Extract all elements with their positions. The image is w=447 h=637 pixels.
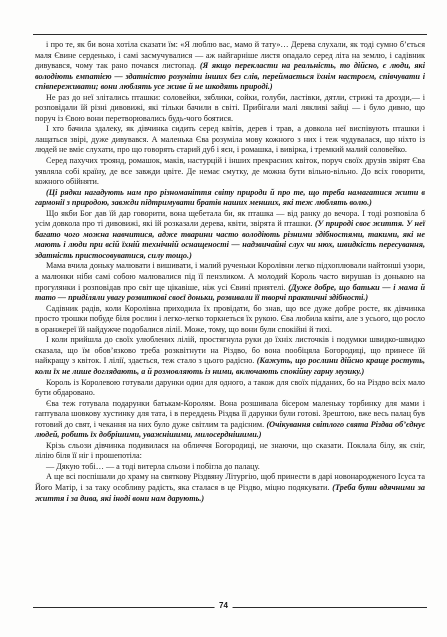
top-rule <box>33 34 427 35</box>
paragraph <box>35 335 425 377</box>
story-text: А ще всі поспішали до храму на святкову Різдвяну Літургію, щоб принести в дарі новонародженого Ісуса та Його Матір, і за таку особливу радість, яка сталася в це Різдво, міцно подякувати. <box>35 472 425 492</box>
story-text: Серед пахучих троянд, ромашок, маків, настурцій і інших прекрасних квіток, поруч своїх друзів звірят Єва уявляла собі країну, де все завжди цвіте. Де немає смутку, де можна бути вільно-вільно. До всіх говорити, кожного обійняти. <box>35 156 425 187</box>
paragraph <box>35 188 425 209</box>
story-text: Не раз до неї злітались пташки: соловейки, зяблики, сойки, голуби, ластівки, дятли, стрижі та дрозди,— і розповідали їй різні дивовижі, які тільки бачили в світі. Прибігали малі лякливі зайці — і було дивно, що поруч із Євою вони перетворювались будь-чого боятися. <box>35 92 425 123</box>
story-text: Що якби Бог дав їй дар говорити, вона щебетала би, як пташка — від ранку до вечора. І тоді розповіла б усім довкола про ті дивовижі, які їй розказали дерева, квіти, звірята й пташки. <box>35 208 425 229</box>
paragraph <box>35 462 425 473</box>
commentary-text: (У природі своє життя. У неї багато чого можна навчитися, адже тварини часто володіють різними здібностями, такими, які не мають і люди при всій їхній технічній оснащеності — надзвичайні слух чи нюх, швидкість пересування, здатність пристосовуватися, силу тощо.) <box>35 219 425 260</box>
story-text: Король із Королевою готували дарунки один для одного, а також для своїх підданих, бо на Різдво всіх мало бути обдаровано. <box>35 377 425 398</box>
page-number: 74 <box>214 601 233 610</box>
page-body <box>35 40 425 504</box>
paragraph <box>35 378 425 399</box>
paragraph <box>35 472 425 504</box>
paragraph <box>35 399 425 441</box>
paragraph <box>35 261 425 303</box>
story-text: Садівник радів, коли Королівна приходила їх провідати, бо знав, що все дуже добре росте, як дівчинка просто трошки побуде біля рослин і легко-легко торкнеться їх рукою. Єва любила квіти, але з усього, що росло в оранжереї їй найдужче подобалися лілії. Може, тому, що вони були спокійні й тихі. <box>35 303 425 334</box>
story-text: Крізь сльози дівчинка подивилася на обличчя Богородиці, не знаючи, що сказати. Поклала білу, як сніг, лілію біля її ніг і прошепотіла: <box>35 440 425 461</box>
commentary-text: (Я якщо перекласти на реальність, то дійсно, є люди, які володіють емпатією — здатністю розуміти інших без слів, переймається їхнім настроєм, співчувати і співпереживати; вони люблять усе живе й не шкодять природі.) <box>35 61 425 92</box>
commentary-text: (Треба бути вдячними за життя і за дива, які іноді вони нам дарують.) <box>35 482 425 503</box>
story-text: — Дякую тобі… — а тоді витерла сльози і побігла до палацу. <box>46 461 260 471</box>
story-text: І коли прийшла до своїх улюблених лілій, простягнула руки до їхніх листочків і подумки швидко-швидко сказала, що їм обов’язково треба розквітнути на Різдво, бо вона пообіцяла Богородиці, що принесе їй найкращу з квіток. І лілії, здається, теж стало з цього радісно. <box>35 335 425 366</box>
commentary-text: (Ці рядки нагадують нам про різноманіття світу природи й про те, що треба намагатися жити в гармонії з природою, завжди підтримувати братів наших менших, які теж люблять волю.) <box>35 187 425 208</box>
commentary-text: (Дуже добре, що батьки — і мама й тато — приділяли увагу розвиткові своєї доньки, розвивали її творчі практичні здібності.) <box>35 282 425 303</box>
paragraph <box>35 441 425 462</box>
story-text: Мама вчила доньку малювати і вишивати, і малий рученьки Королівни легко підхоплювали найтонші узори, а малюнки ніби самі собою малювалися під її пензликом. А молодий Король часто вирушав із донькою на прогулянки і розповідав про світ ще цікавіше, ніж усі Євині приятелі. <box>35 261 425 292</box>
paragraph <box>35 304 425 336</box>
paragraph <box>35 209 425 262</box>
paragraph <box>35 93 425 125</box>
story-text: і про те, як би вона хотіла сказати їм: «Я люблю вас, мамо й тату»… Дерева слухали, як тоді сумно б’ється маля Євине серденько, і самі засмучувалися — аж найгарніше листя опадало серед літа на землю, і садівник дивувався, чому так рано почався листопад. <box>35 40 425 71</box>
commentary-text: (Кажуть, що рослини дійсно краще ростуть, коли їх не лише доглядають, а й розмовляють із ними, включають спокійну гарну музику.) <box>35 356 425 376</box>
story-text: І хто бачила здалеку, як дівчинка сидить серед квітів, дерев і трав, а довкола неї виспівують пташки і лащаться звірі, дуже дивувався. А маленька Єва розуміла мову кожного з них і теж чудувалася, що ніхто із людей не вміє слухати, про що говорять старий дуб і яєн, і ромашка, і вивірка, і тремкий малий соловейко. <box>35 124 425 155</box>
paragraph <box>35 40 425 93</box>
story-text: Єва теж готувала подарунки батькам-Королям. Вона розшивала бісером маленьку торбинку для мами і гаптувала шовкову хустинку для тата, і в переддень Різдва її дарунки були готові. Зрештою, вже весь палац був готовий до свят, і чекання на них було дуже світлим та радісним. <box>35 398 425 429</box>
paragraph <box>35 124 425 156</box>
commentary-text: (Очікування світлого свята Різдва об’єднує людей, робить їх добрішими, уважнішими, милосерднішими.) <box>35 419 425 440</box>
paragraph <box>35 156 425 188</box>
